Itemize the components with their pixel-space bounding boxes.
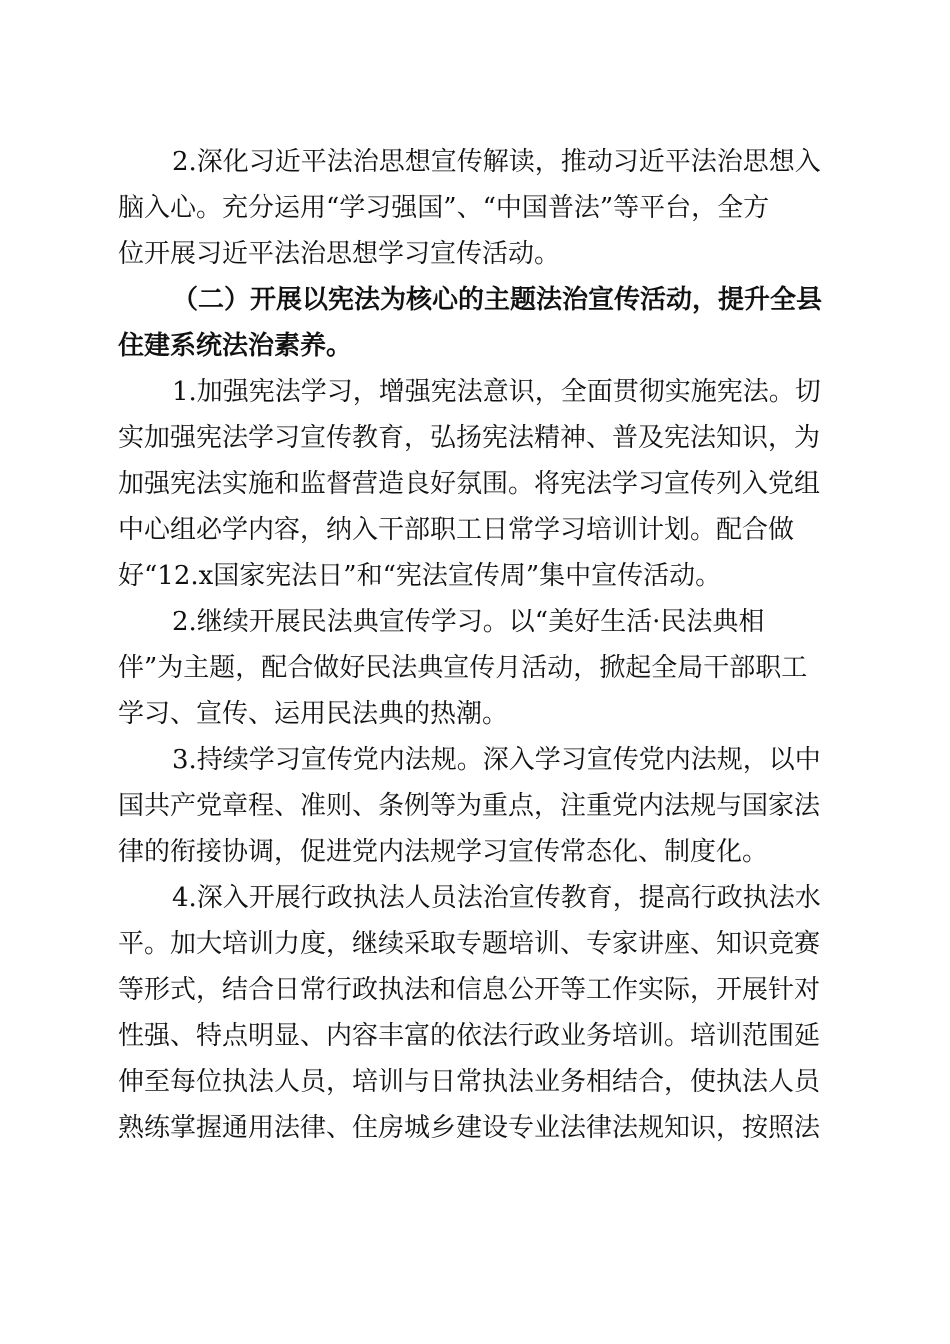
paragraph-2-line-3: 位开展习近平法治思想学习宣传活动。 bbox=[118, 239, 561, 269]
item-3-line-2: 国共产党章程、准则、条例等为重点，注重党内法规与国家法 bbox=[118, 791, 821, 821]
item-4-line-3: 等形式，结合日常行政执法和信息公开等工作实际，开展针对 bbox=[118, 975, 821, 1005]
item-3-line-3: 律的衔接协调，促进党内法规学习宣传常态化、制度化。 bbox=[118, 837, 769, 867]
item-4-line-1: 4.深入开展行政执法人员法治宣传教育，提高行政执法水 bbox=[172, 883, 821, 913]
item-4-line-2: 平。加大培训力度，继续采取专题培训、专家讲座、知识竞赛 bbox=[118, 929, 821, 959]
item-4-line-5: 伸至每位执法人员，培训与日常执法业务相结合，使执法人员 bbox=[118, 1067, 821, 1097]
item-1-line-2: 实加强宪法学习宣传教育，弘扬宪法精神、普及宪法知识，为 bbox=[118, 423, 821, 453]
section-heading-2-line-1: （二）开展以宪法为核心的主题法治宣传活动，提升全县 bbox=[172, 285, 823, 315]
item-2-line-2: 伴”为主题，配合做好民法典宣传月活动，掀起全局干部职工 bbox=[118, 653, 808, 683]
item-4-line-4: 性强、特点明显、内容丰富的依法行政业务培训。培训范围延 bbox=[118, 1021, 821, 1051]
section-heading-2-line-2: 住建系统法治素养。 bbox=[118, 331, 353, 361]
item-1-line-5: 好“12.x国家宪法日”和“宪法宣传周”集中宣传活动。 bbox=[118, 561, 722, 591]
item-2-line-3: 学习、宣传、运用民法典的热潮。 bbox=[118, 699, 509, 729]
item-3-line-1: 3.持续学习宣传党内法规。深入学习宣传党内法规，以中 bbox=[172, 745, 821, 775]
paragraph-2-line-2: 脑入心。充分运用“学习强国”、“中国普法”等平台，全方 bbox=[118, 193, 770, 223]
item-1-line-1: 1.加强宪法学习，增强宪法意识，全面贯彻实施宪法。切 bbox=[172, 377, 821, 407]
paragraph-2-line-1: 2.深化习近平法治思想宣传解读，推动习近平法治思想入 bbox=[172, 147, 821, 177]
item-2-line-1: 2.继续开展民法典宣传学习。以“美好生活·民法典相 bbox=[172, 607, 765, 637]
item-1-line-4: 中心组必学内容，纳入干部职工日常学习培训计划。配合做 bbox=[118, 515, 795, 545]
item-1-line-3: 加强宪法实施和监督营造良好氛围。将宪法学习宣传列入党组 bbox=[118, 469, 821, 499]
item-4-line-6: 熟练掌握通用法律、住房城乡建设专业法律法规知识，按照法 bbox=[118, 1113, 821, 1143]
